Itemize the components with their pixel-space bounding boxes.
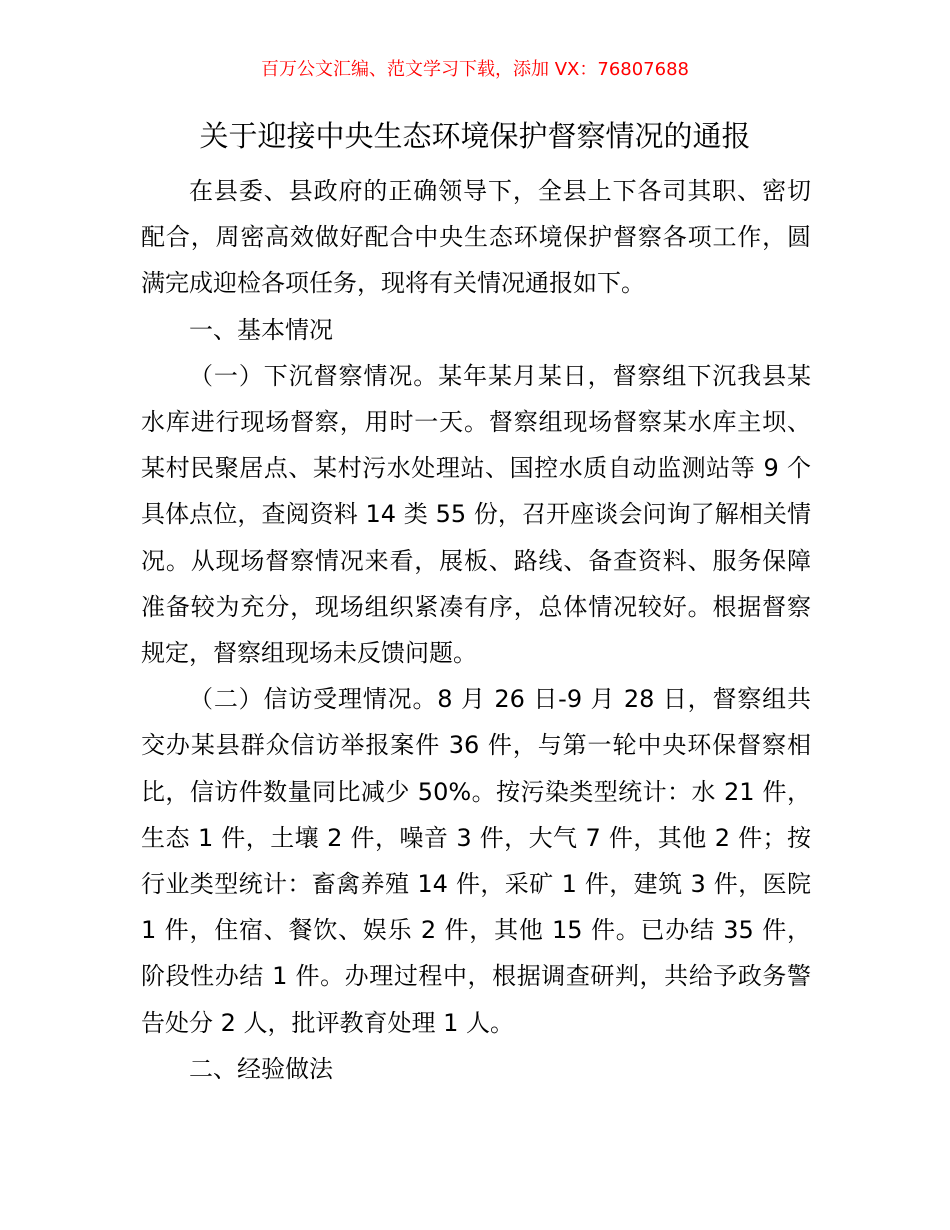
section-heading-experience: 二、经验做法 [189,1054,333,1083]
document-body [141,168,811,1092]
document-title: 关于迎接中央生态环境保护督察情况的通报 [199,119,751,153]
intro-paragraph: 在县委、县政府的正确领导下，全县上下各司其职、密切配合，周密高效做好配合中央生态环境保护督察各项工作，圆满完成迎检各项任务，现将有关情况通报如下。 [141,177,811,298]
section-heading-basic-situation: 一、基本情况 [189,315,333,344]
header-banner: 百万公文汇编、范文学习下载，添加 VX：76807688 [261,59,689,80]
paragraph-inspection-situation: （一）下沉督察情况。某年某月某日，督察组下沉我县某水库进行现场督察，用时一天。督察组现场督察某水库主坝、某村民聚居点、某村污水处理站、国控水质自动监测站等 9 个具体点位，查阅资料 14 类 55 份，召开座谈会问询了解相关情况。从现场督察情况来看，展板、路线、备查资料、服务保障准备较为充分，现场组织紧凑有序，总体情况较好。根据督察规定，督察组现场未反馈问题。 [141,361,811,668]
paragraph-petition-situation: （二）信访受理情况。8 月 26 日-9 月 28 日，督察组共交办某县群众信访举报案件 36 件，与第一轮中央环保督察相比，信访件数量同比减少 50%。按污染类型统计：水 21 件，生态 1 件，土壤 2 件，噪音 3 件，大气 7 件，其他 2 件；按行业类型统计：畜禽养殖 14 件，采矿 1 件，建筑 3 件，医院 1 件，住宿、餐饮、娱乐 2 件，其他 15 件。已办结 35 件，阶段性办结 1 件。办理过程中，根据调查研判，共给予政务警告处分 2 人，批评教育处理 1 人。 [141,685,811,1037]
